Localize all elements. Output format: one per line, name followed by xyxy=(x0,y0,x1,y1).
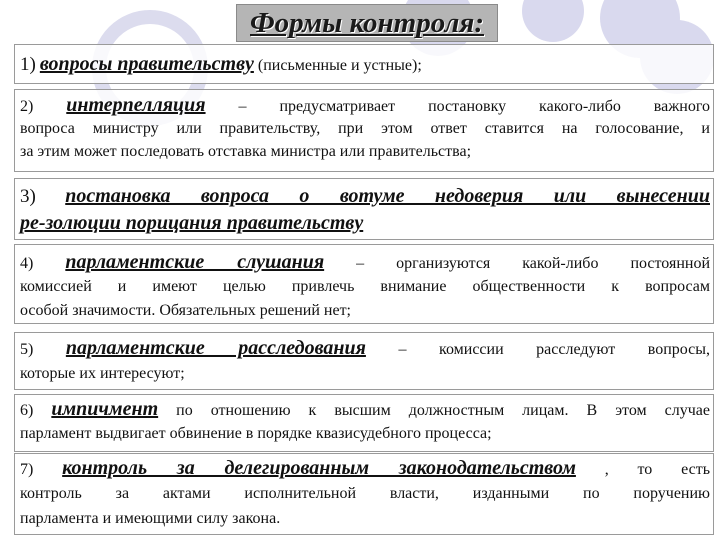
term-interpellation: интерпелляция xyxy=(66,94,206,116)
control-form-4-line-1: 4) парламентские слушания – организуются какой-либо постоянной xyxy=(20,251,711,273)
control-form-7-line-2: контроль за актами исполнительной власти, изданными по поручению xyxy=(20,485,710,502)
control-form-7-line-3: парламента и имеющими силу закона. xyxy=(20,510,281,527)
term-questions: вопросы правительству xyxy=(39,53,254,75)
control-form-2-line-1: 2) интерпелляция – предусматривает постановку какого-либо важного xyxy=(20,94,711,116)
term-no-confidence: постановка вопроса о вотуме недоверия или вынесении xyxy=(65,185,710,207)
control-form-6-line-2: парламент выдвигает обвинение в порядке квазисудебного процесса; xyxy=(20,425,492,442)
control-form-1-line-1: 1) вопросы правительству (письменные и устные); xyxy=(20,53,422,75)
control-form-4-line-3: особой значимости. Обязательных решений нет; xyxy=(20,302,351,319)
control-form-2-line-2: вопроса министру или правительству, при этом ответ ставится на голосование, и xyxy=(20,120,710,137)
page-title: Формы контроля: xyxy=(236,4,498,42)
control-form-5-line-1: 5) парламентские расследования – комиссии расследуют вопросы, xyxy=(20,337,711,359)
control-form-7-line-1: 7) контроль за делегированным законодательством , то есть xyxy=(20,457,711,479)
term-censure-resolution: ре-золюции порицания правительству xyxy=(20,212,364,234)
term-investigations: парламентские расследования xyxy=(65,337,366,359)
term-impeachment: импичмент xyxy=(51,398,159,420)
control-form-4-line-2: комиссией и имеют целью привлечь внимание общественности к вопросам xyxy=(20,278,710,295)
control-form-3-line-1: 3) постановка вопроса о вотуме недоверия или вынесении xyxy=(20,185,710,207)
control-form-5-line-2: которые их интересуют; xyxy=(20,365,185,382)
control-form-3-line-2 xyxy=(20,213,710,235)
term-hearings: парламентские слушания xyxy=(65,251,325,273)
decor-circle-2 xyxy=(522,0,584,42)
control-form-2-line-3: за этим может последовать отставка министра или правительства; xyxy=(20,143,472,160)
control-form-6-line-1: 6) импичмент по отношению к высшим должностным лицам. В этом случае xyxy=(20,398,710,420)
term-delegated-legislation: контроль за делегированным законодательством xyxy=(62,457,576,479)
